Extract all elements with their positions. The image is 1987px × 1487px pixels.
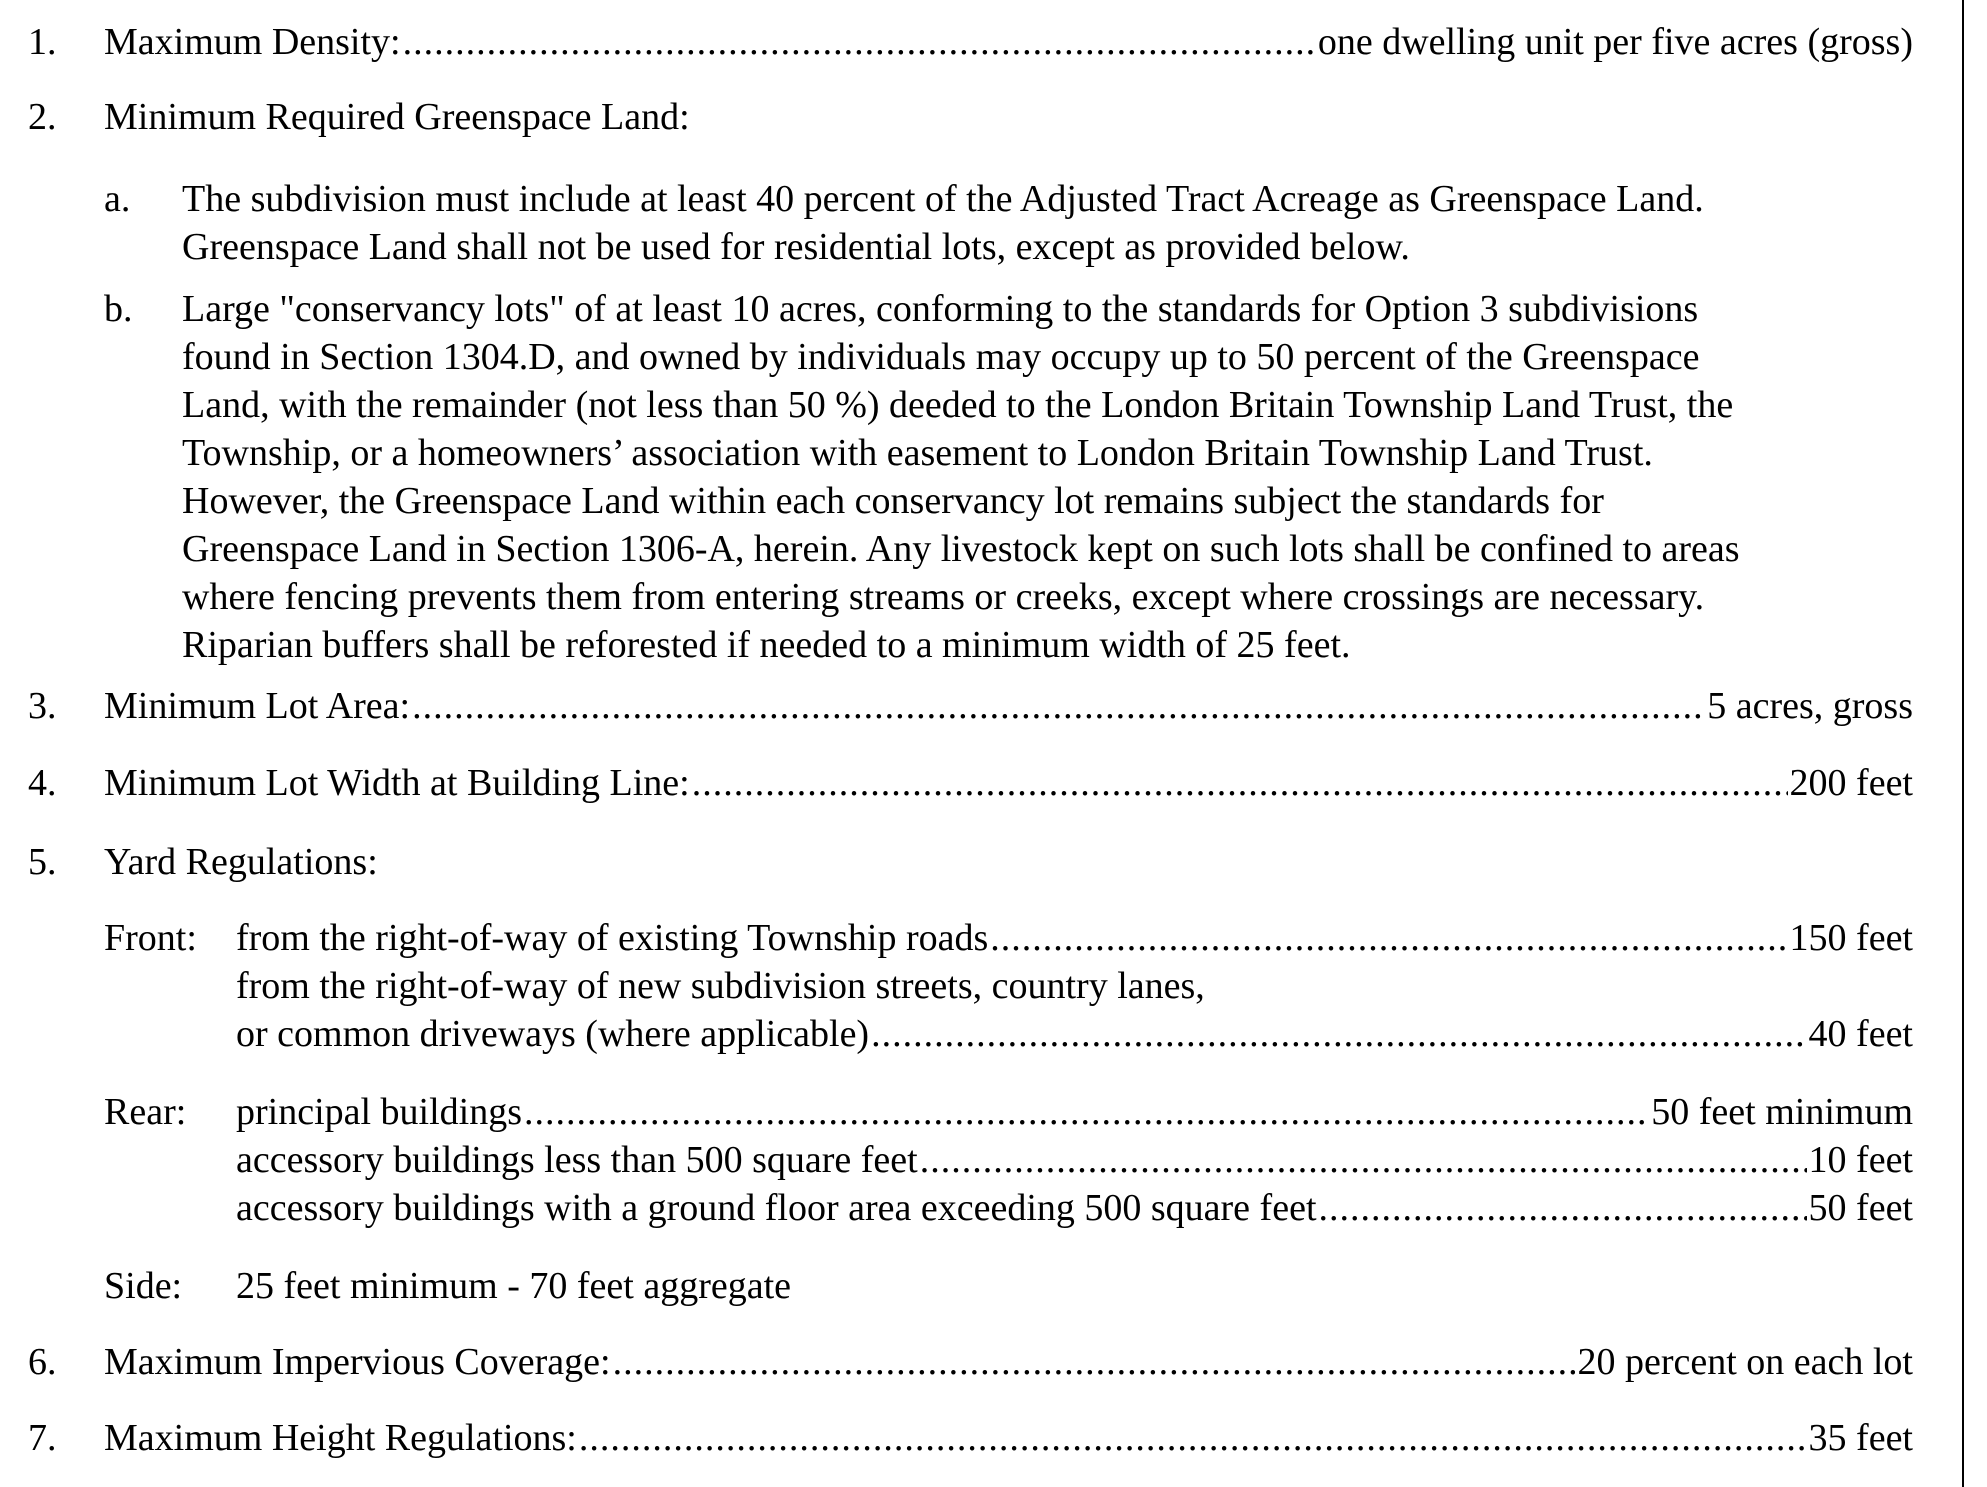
paragraph-line: Land, with the remainder (not less than 50 %) deeded to the London Britain Township Land Trust, the — [182, 384, 1734, 426]
row-text: from the right-of-way of existing Township roads — [236, 917, 989, 959]
item-greenspace — [28, 93, 1913, 141]
dot-leader — [1319, 1184, 1807, 1232]
dot-leader — [990, 914, 1787, 962]
item-number: 5. — [28, 841, 57, 883]
item-number: 6. — [28, 1341, 57, 1383]
front-row-new-streets — [236, 962, 1205, 1010]
side-label: Side: — [104, 1265, 183, 1307]
rear-row-accessory-large — [236, 1184, 1913, 1232]
rear-label: Rear: — [104, 1091, 187, 1133]
paragraph-line: The subdivision must include at least 40 percent of the Adjusted Tract Acreage as Greenspace Land. — [182, 178, 1704, 220]
leader-line — [104, 682, 1913, 730]
item-label: Maximum Impervious Coverage: — [104, 1341, 611, 1383]
item-minimum-lot-area — [28, 682, 1913, 730]
paragraph-line: Greenspace Land in Section 1306-A, herein. Any livestock kept on such lots shall be confined to areas — [182, 528, 1740, 570]
item-number: 3. — [28, 685, 57, 727]
row-text: or common driveways (where applicable) — [236, 1013, 870, 1055]
item-yard-regulations — [28, 838, 1913, 886]
item-number: 2. — [28, 96, 57, 138]
item-label: Minimum Lot Width at Building Line: — [104, 762, 690, 804]
dot-leader — [524, 1088, 1649, 1136]
paragraph-line: where fencing prevents them from entering streams or creeks, except where crossings are necessary. — [182, 576, 1705, 618]
row-value: 10 feet — [1808, 1139, 1913, 1181]
row-value: 50 feet minimum — [1651, 1091, 1913, 1133]
item-maximum-height — [28, 1414, 1913, 1462]
item-label: Maximum Height Regulations: — [104, 1417, 577, 1459]
dot-leader — [692, 759, 1788, 807]
subitem-letter-b: b. — [104, 288, 133, 330]
row-text: principal buildings — [236, 1091, 523, 1133]
item-maximum-density — [28, 18, 1913, 66]
rear-row-principal — [236, 1088, 1913, 1136]
dot-leader — [871, 1010, 1806, 1058]
item-value: 200 feet — [1789, 762, 1913, 804]
row-text: accessory buildings less than 500 square feet — [236, 1139, 918, 1181]
row-value: 50 feet — [1808, 1187, 1913, 1229]
paragraph-line: However, the Greenspace Land within each conservancy lot remains subject the standards for — [182, 480, 1604, 522]
item-value: 5 acres, gross — [1707, 685, 1913, 727]
front-label: Front: — [104, 917, 197, 959]
item-label: Maximum Density: — [104, 21, 401, 63]
row-value: 40 feet — [1808, 1013, 1913, 1055]
item-value: 35 feet — [1808, 1417, 1913, 1459]
paragraph-line: Township, or a homeowners’ association with easement to London Britain Township Land Trust. — [182, 432, 1653, 474]
front-row-existing-roads — [236, 914, 1913, 962]
paragraph-line: found in Section 1304.D, and owned by individuals may occupy up to 50 percent of the Greenspace — [182, 336, 1700, 378]
dot-leader — [403, 18, 1316, 66]
dot-leader — [579, 1414, 1807, 1462]
item-label: Minimum Lot Area: — [104, 685, 411, 727]
item-impervious-coverage — [28, 1338, 1913, 1386]
item-minimum-lot-width — [28, 759, 1913, 807]
row-value: 150 feet — [1789, 917, 1913, 959]
paragraph-line: Large "conservancy lots" of at least 10 acres, conforming to the standards for Option 3 subdivisions — [182, 288, 1699, 330]
side-text: 25 feet minimum - 70 feet aggregate — [236, 1265, 792, 1307]
subitem-b-paragraph — [182, 285, 1740, 669]
leader-line — [104, 759, 1913, 807]
dot-leader — [412, 682, 1705, 730]
item-value: one dwelling unit per five acres (gross) — [1317, 21, 1913, 63]
paragraph-line: Riparian buffers shall be reforested if needed to a minimum width of 25 feet. — [182, 624, 1351, 666]
paragraph-line: Greenspace Land shall not be used for residential lots, except as provided below. — [182, 226, 1410, 268]
item-number: 7. — [28, 1417, 57, 1459]
item-label: Minimum Required Greenspace Land: — [104, 96, 690, 138]
right-margin-rule — [1962, 0, 1964, 1487]
leader-line — [104, 1414, 1913, 1462]
rear-row-accessory-small — [236, 1136, 1913, 1184]
dot-leader — [613, 1338, 1576, 1386]
item-value: 20 percent on each lot — [1577, 1341, 1913, 1383]
item-number: 1. — [28, 21, 57, 63]
row-text: from the right-of-way of new subdivision streets, country lanes, — [236, 965, 1205, 1007]
subitem-a-paragraph — [182, 175, 1704, 271]
subitem-letter-a: a. — [104, 178, 131, 220]
leader-line — [104, 18, 1913, 66]
row-text: accessory buildings with a ground floor area exceeding 500 square feet — [236, 1187, 1317, 1229]
leader-line — [104, 1338, 1913, 1386]
dot-leader — [920, 1136, 1807, 1184]
front-row-common-driveways — [236, 1010, 1913, 1058]
item-label: Yard Regulations: — [104, 841, 378, 883]
item-number: 4. — [28, 762, 57, 804]
